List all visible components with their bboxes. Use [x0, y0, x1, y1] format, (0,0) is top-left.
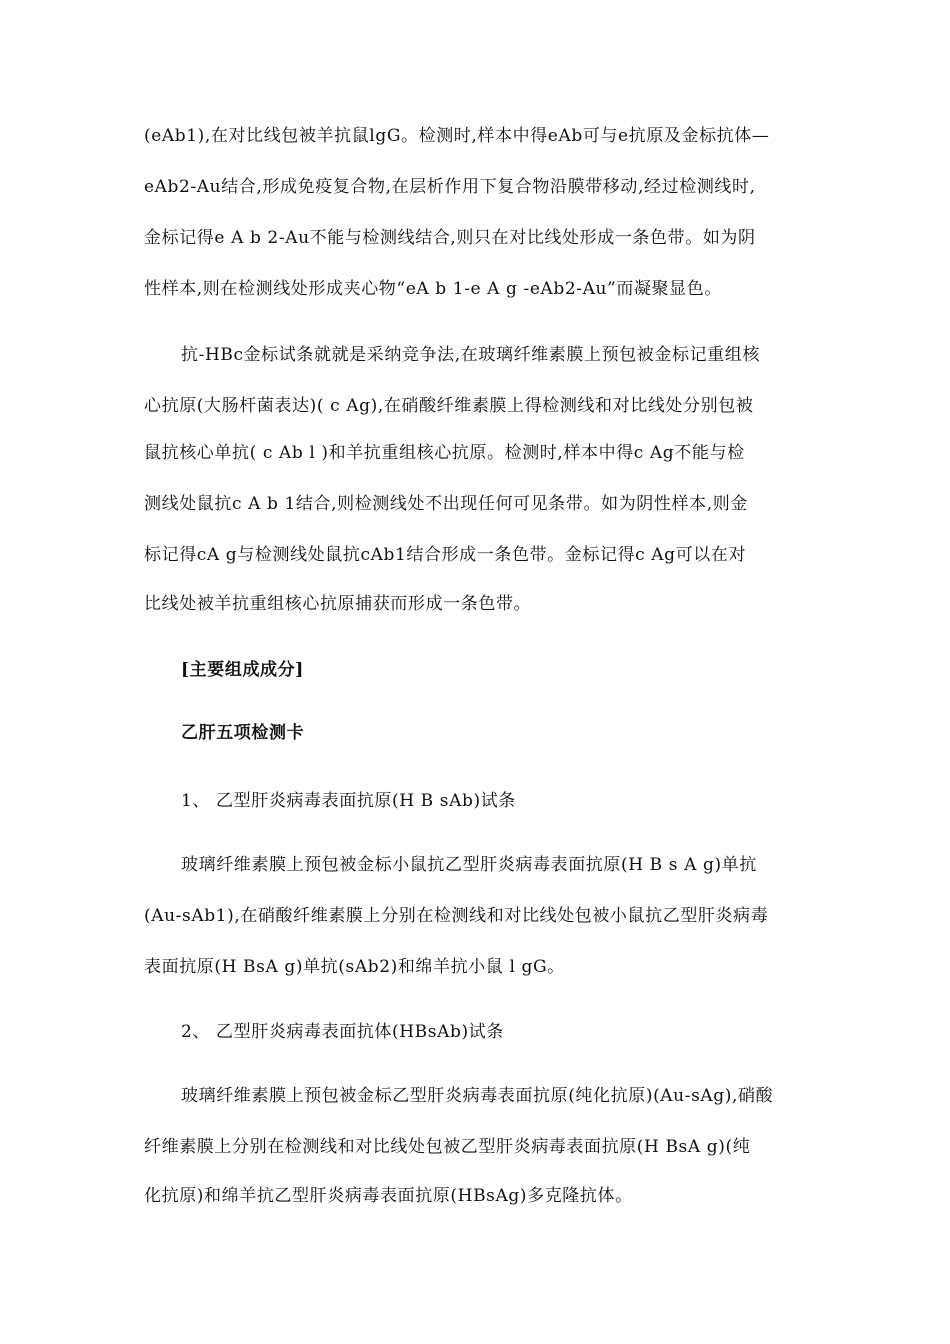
item-title: 2、 乙型肝炎病毒表面抗体(HBsAb)试条 [181, 1022, 504, 1042]
subheading: 乙肝五项检测卡 [181, 723, 305, 743]
paragraph-line: 标记得cA g与检测线处鼠抗cAb1结合形成一条色带。金标记得c Ag可以在对 [144, 545, 747, 565]
paragraph-line: 玻璃纤维素膜上预包被金标小鼠抗乙型肝炎病毒表面抗原(H B s A g)单抗 [181, 855, 757, 875]
paragraph-line: 心抗原(大肠杆菌表达)( c Ag),在硝酸纤维素膜上得检测线和对比线处分别包被 [144, 396, 754, 416]
paragraph-line: 纤维素膜上分别在检测线和对比线处包被乙型肝炎病毒表面抗原(H BsA g)(纯 [144, 1137, 751, 1157]
paragraph-line: eAb2-Au结合,形成免疫复合物,在层析作用下复合物沿膜带移动,经过检测线时, [144, 177, 756, 197]
paragraph-line: 性样本,则在检测线处形成夹心物“eA b 1-e A g -eAb2-Au”而凝聚显色。 [144, 279, 722, 299]
paragraph-line: 表面抗原(H BsA g)单抗(sAb2)和绵羊抗小鼠 l gG。 [144, 957, 565, 977]
paragraph-line: 抗-HBc金标试条就就是采纳竞争法,在玻璃纤维素膜上预包被金标记重组核 [181, 345, 760, 365]
paragraph-line: 金标记得e A b 2-Au不能与检测线结合,则只在对比线处形成一条色带。如为阴 [144, 228, 756, 248]
paragraph-line: 比线处被羊抗重组核心抗原捕获而形成一条色带。 [144, 594, 532, 614]
paragraph-line: 玻璃纤维素膜上预包被金标乙型肝炎病毒表面抗原(纯化抗原)(Au-sAg),硝酸 [181, 1086, 774, 1106]
paragraph-line: 鼠抗核心单抗( c Ab l )和羊抗重组核心抗原。检测时,样本中得c Ag不能与检 [144, 443, 745, 463]
paragraph-line: 测线处鼠抗c A b 1结合,则检测线处不出现任何可见条带。如为阴性样本,则金 [144, 494, 748, 514]
item-title: 1、 乙型肝炎病毒表面抗原(H B sAb)试条 [181, 791, 516, 811]
paragraph-line: 化抗原)和绵羊抗乙型肝炎病毒表面抗原(HBsAg)多克隆抗体。 [144, 1186, 633, 1206]
paragraph-line: (Au-sAb1),在硝酸纤维素膜上分别在检测线和对比线处包被小鼠抗乙型肝炎病毒 [144, 906, 769, 926]
paragraph-line: (eAb1),在对比线包被羊抗鼠lgG。检测时,样本中得eAb可与e抗原及金标抗体— [144, 126, 770, 146]
section-heading: [主要组成成分] [181, 660, 304, 680]
